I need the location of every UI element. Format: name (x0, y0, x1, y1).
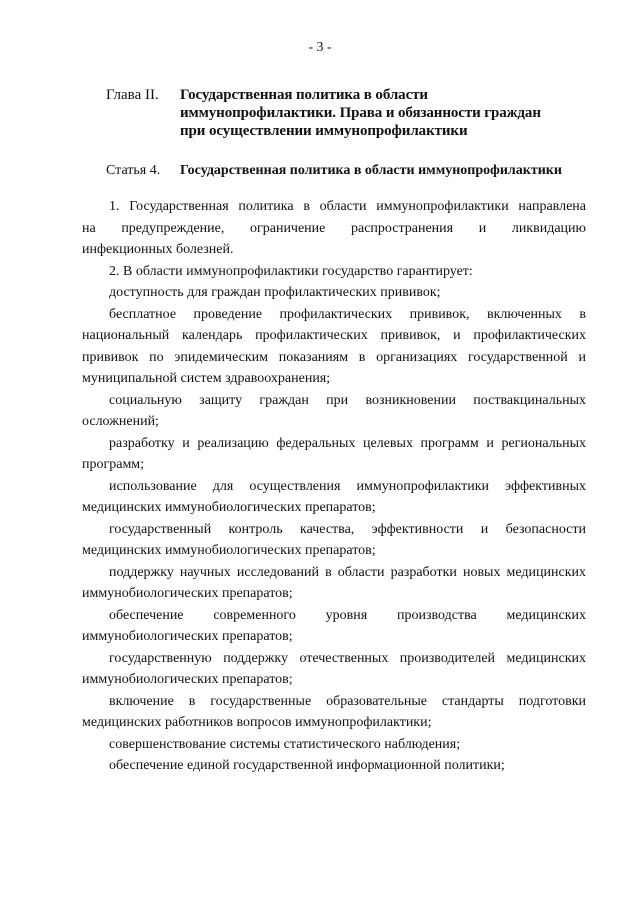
paragraph-line: иммунобиологических препаратов; (82, 586, 293, 601)
paragraph-line: иммунобиологических препаратов; (82, 629, 293, 644)
paragraph-line: медицинских иммунобиологических препаратов; (82, 543, 376, 558)
paragraph (82, 734, 586, 756)
paragraph (82, 304, 586, 390)
chapter-label: Глава II. (106, 87, 159, 103)
paragraph-line: инфекционных болезней. (82, 242, 234, 257)
paragraph (82, 755, 586, 777)
paragraph-line: совершенствование системы статистического наблюдения; (109, 736, 461, 752)
paragraph-line: 1. Государственная политика в области иммунопрофилактики направлена (109, 199, 586, 214)
page-number: - 3 - (308, 40, 332, 55)
article-title: Государственная политика в области иммунопрофилактики (180, 163, 562, 178)
paragraph (82, 261, 586, 283)
chapter-heading (106, 86, 586, 140)
paragraph (82, 648, 586, 691)
paragraph (82, 433, 586, 476)
chapter-title-line: иммунопрофилактики. Права и обязанности граждан (180, 105, 541, 121)
paragraph (82, 390, 586, 433)
chapter-title (180, 86, 586, 140)
paragraph-line: муниципальной систем здравоохранения; (82, 371, 331, 386)
paragraph-line: национальный календарь профилактических прививок, и профилактических (82, 328, 586, 343)
article-heading (106, 162, 586, 180)
paragraph-line: использование для осуществления иммунопрофилактики эффективных (109, 478, 586, 494)
paragraph-line: медицинских работников вопросов иммунопрофилактики; (82, 715, 432, 730)
paragraph-line: осложнений; (82, 414, 159, 429)
paragraph-line: разработку и реализацию федеральных целевых программ и региональных (109, 435, 586, 451)
paragraph-line: государственный контроль качества, эффективности и безопасности (109, 521, 586, 537)
paragraph-line: поддержку научных исследований в области разработки новых медицинских (109, 564, 586, 580)
paragraph-line: доступность для граждан профилактических прививок; (109, 285, 441, 300)
paragraph-line: государственную поддержку отечественных производителей медицинских (109, 650, 586, 666)
paragraph-line: 2. В области иммунопрофилактики государство гарантирует: (109, 263, 473, 279)
paragraph (82, 691, 586, 734)
paragraph-line: социальную защиту граждан при возникновении поствакцинальных (109, 392, 586, 408)
paragraph-line: обеспечение современного уровня производства медицинских (109, 607, 586, 623)
paragraph (82, 605, 586, 648)
paragraph (82, 282, 586, 304)
paragraph (82, 519, 586, 562)
chapter-title-line: Государственная политика в области (180, 87, 428, 103)
paragraph-line: прививок по эпидемическим показаниям в организациях государственной и (82, 349, 586, 365)
paragraph-line: включение в государственные образовательные стандарты подготовки (109, 693, 586, 709)
paragraph (82, 476, 586, 519)
paragraph-line: на предупреждение, ограничение распространения и ликвидацию (82, 220, 586, 236)
paragraph-line: бесплатное проведение профилактических прививок, включенных в (109, 306, 586, 322)
paragraph-line: обеспечение единой государственной информационной политики; (109, 758, 505, 773)
paragraph-line: медицинских иммунобиологических препаратов; (82, 500, 376, 515)
paragraph (82, 196, 586, 261)
paragraph-line: иммунобиологических препаратов; (82, 672, 293, 687)
paragraph (82, 562, 586, 605)
chapter-title-line: при осуществлении иммунопрофилактики (180, 123, 468, 139)
article-label: Статья 4. (106, 163, 161, 178)
article-body (82, 196, 586, 777)
paragraph-line: программ; (82, 457, 145, 472)
